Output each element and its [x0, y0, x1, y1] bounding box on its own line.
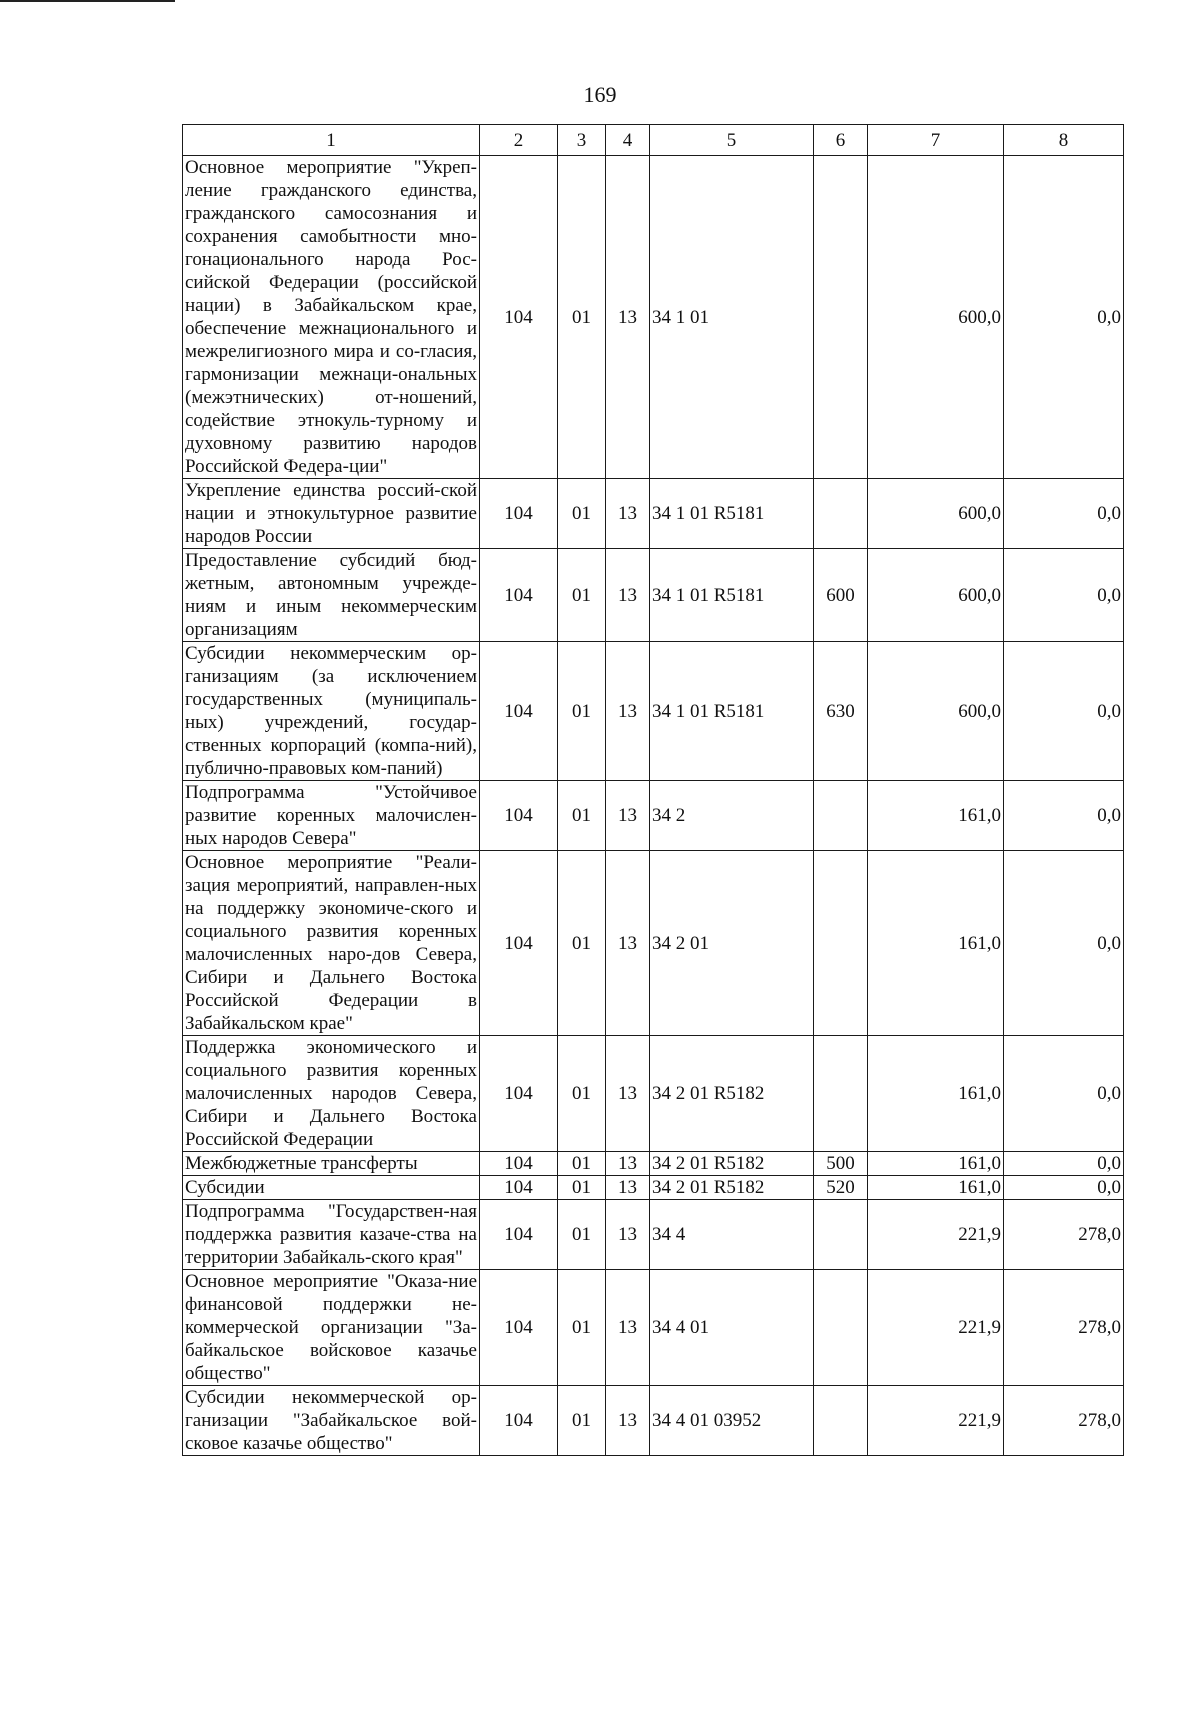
row-name: Субсидии	[183, 1176, 480, 1200]
cell-expense-type	[814, 1386, 868, 1456]
cell-expense-type: 600	[814, 549, 868, 642]
cell-target-code: 34 4	[650, 1200, 814, 1270]
cell-expense-type	[814, 479, 868, 549]
column-header: 2	[480, 125, 558, 156]
row-name: Субсидии некоммерческим ор-ганизациям (за исключением государственных (муниципаль-ных) учреждений, государ-ственных корпораций (компа-ний), публично-правовых ком-паний)	[183, 642, 480, 781]
cell-section: 01	[558, 781, 606, 851]
cell-amount-1: 161,0	[868, 1036, 1004, 1152]
column-header: 5	[650, 125, 814, 156]
cell-admin-code: 104	[480, 1152, 558, 1176]
top-edge-rule	[0, 0, 175, 2]
budget-table	[182, 124, 1124, 1456]
cell-target-code: 34 1 01 R5181	[650, 642, 814, 781]
cell-section: 01	[558, 1176, 606, 1200]
cell-admin-code: 104	[480, 549, 558, 642]
column-header: 1	[183, 125, 480, 156]
cell-section: 01	[558, 549, 606, 642]
cell-expense-type	[814, 156, 868, 479]
cell-target-code: 34 2 01 R5182	[650, 1036, 814, 1152]
row-name: Основное мероприятие "Оказа-ние финансовой поддержки не-коммерческой организации "За-байкальское войсковое казачье общество"	[183, 1270, 480, 1386]
row-name: Основное мероприятие "Укреп-ление гражданского единства, гражданского самосознания и сохранения самобытности мно-гонационального народа Рос-сийской Федерации (российской нации) в Забайкальском крае, обеспечение межнационального и межрелигиозного мира и со-гласия, гармонизации межнаци-ональных (межэтнических) от-ношений, содействие этнокуль-турному и духовному развитию народов Российской Федера-ции"	[183, 156, 480, 479]
cell-expense-type	[814, 1200, 868, 1270]
cell-expense-type	[814, 1036, 868, 1152]
row-name: Укрепление единства россий-ской нации и этнокультурное развитие народов России	[183, 479, 480, 549]
cell-amount-1: 221,9	[868, 1386, 1004, 1456]
cell-subsection: 13	[606, 781, 650, 851]
cell-admin-code: 104	[480, 851, 558, 1036]
row-name: Подпрограмма "Устойчивое развитие коренных малочислен-ных народов Севера"	[183, 781, 480, 851]
cell-admin-code: 104	[480, 156, 558, 479]
cell-amount-2: 0,0	[1004, 781, 1124, 851]
table-row	[183, 642, 1124, 781]
row-name: Основное мероприятие "Реали-зация мероприятий, направлен-ных на поддержку экономиче-ского и социального развития коренных малочисленных наро-дов Севера, Сибири и Дальнего Востока Российской Федерации в Забайкальском крае"	[183, 851, 480, 1036]
cell-amount-2: 0,0	[1004, 642, 1124, 781]
cell-amount-1: 221,9	[868, 1270, 1004, 1386]
cell-expense-type: 500	[814, 1152, 868, 1176]
cell-amount-1: 600,0	[868, 549, 1004, 642]
row-name: Подпрограмма "Государствен-ная поддержка развития казаче-ства на территории Забайкаль-ского края"	[183, 1200, 480, 1270]
cell-amount-1: 600,0	[868, 156, 1004, 479]
cell-target-code: 34 4 01 03952	[650, 1386, 814, 1456]
cell-amount-2: 278,0	[1004, 1200, 1124, 1270]
cell-section: 01	[558, 642, 606, 781]
row-name: Субсидии некоммерческой ор-ганизации "Забайкальское вой-сковое казачье общество"	[183, 1386, 480, 1456]
cell-target-code: 34 1 01 R5181	[650, 549, 814, 642]
table-row	[183, 1176, 1124, 1200]
cell-amount-2: 0,0	[1004, 156, 1124, 479]
table-row	[183, 1386, 1124, 1456]
cell-admin-code: 104	[480, 1386, 558, 1456]
cell-subsection: 13	[606, 549, 650, 642]
cell-subsection: 13	[606, 642, 650, 781]
cell-amount-1: 161,0	[868, 1152, 1004, 1176]
cell-section: 01	[558, 1200, 606, 1270]
cell-amount-1: 161,0	[868, 1176, 1004, 1200]
column-header: 7	[868, 125, 1004, 156]
table-row	[183, 479, 1124, 549]
column-header: 8	[1004, 125, 1124, 156]
cell-admin-code: 104	[480, 1200, 558, 1270]
cell-amount-2: 0,0	[1004, 549, 1124, 642]
table-row	[183, 781, 1124, 851]
cell-amount-2: 278,0	[1004, 1270, 1124, 1386]
cell-target-code: 34 4 01	[650, 1270, 814, 1386]
cell-target-code: 34 2 01	[650, 851, 814, 1036]
column-header: 3	[558, 125, 606, 156]
cell-admin-code: 104	[480, 642, 558, 781]
cell-section: 01	[558, 851, 606, 1036]
table-row	[183, 1200, 1124, 1270]
cell-subsection: 13	[606, 1386, 650, 1456]
cell-amount-2: 0,0	[1004, 1176, 1124, 1200]
cell-subsection: 13	[606, 1270, 650, 1386]
table-row	[183, 549, 1124, 642]
cell-section: 01	[558, 1270, 606, 1386]
table-header-row	[183, 125, 1124, 156]
cell-amount-1: 161,0	[868, 781, 1004, 851]
cell-subsection: 13	[606, 1152, 650, 1176]
cell-subsection: 13	[606, 1176, 650, 1200]
cell-section: 01	[558, 1386, 606, 1456]
cell-expense-type	[814, 851, 868, 1036]
cell-expense-type: 520	[814, 1176, 868, 1200]
cell-admin-code: 104	[480, 1036, 558, 1152]
cell-amount-2: 0,0	[1004, 1152, 1124, 1176]
cell-section: 01	[558, 1152, 606, 1176]
row-name: Межбюджетные трансферты	[183, 1152, 480, 1176]
cell-amount-2: 0,0	[1004, 1036, 1124, 1152]
cell-admin-code: 104	[480, 1176, 558, 1200]
cell-amount-2: 0,0	[1004, 851, 1124, 1036]
cell-amount-2: 278,0	[1004, 1386, 1124, 1456]
cell-target-code: 34 2	[650, 781, 814, 851]
cell-amount-1: 221,9	[868, 1200, 1004, 1270]
cell-subsection: 13	[606, 851, 650, 1036]
cell-subsection: 13	[606, 156, 650, 479]
cell-section: 01	[558, 1036, 606, 1152]
cell-amount-1: 161,0	[868, 851, 1004, 1036]
table-row	[183, 156, 1124, 479]
column-header: 4	[606, 125, 650, 156]
cell-admin-code: 104	[480, 1270, 558, 1386]
cell-subsection: 13	[606, 1200, 650, 1270]
cell-amount-1: 600,0	[868, 642, 1004, 781]
cell-expense-type: 630	[814, 642, 868, 781]
page-number: 169	[583, 82, 617, 107]
row-name: Поддержка экономического и социального развития коренных малочисленных народов Севера, Сибири и Дальнего Востока Российской Федерации	[183, 1036, 480, 1152]
cell-target-code: 34 2 01 R5182	[650, 1176, 814, 1200]
table-row	[183, 1152, 1124, 1176]
cell-target-code: 34 2 01 R5182	[650, 1152, 814, 1176]
column-header: 6	[814, 125, 868, 156]
table-row	[183, 1270, 1124, 1386]
cell-section: 01	[558, 156, 606, 479]
cell-target-code: 34 1 01	[650, 156, 814, 479]
cell-target-code: 34 1 01 R5181	[650, 479, 814, 549]
cell-subsection: 13	[606, 1036, 650, 1152]
cell-admin-code: 104	[480, 781, 558, 851]
table-row	[183, 1036, 1124, 1152]
cell-amount-1: 600,0	[868, 479, 1004, 549]
table-row	[183, 851, 1124, 1036]
cell-amount-2: 0,0	[1004, 479, 1124, 549]
cell-expense-type	[814, 781, 868, 851]
cell-section: 01	[558, 479, 606, 549]
cell-admin-code: 104	[480, 479, 558, 549]
cell-expense-type	[814, 1270, 868, 1386]
row-name: Предоставление субсидий бюд-жетным, автономным учрежде-ниям и иным некоммерческим организациям	[183, 549, 480, 642]
cell-subsection: 13	[606, 479, 650, 549]
